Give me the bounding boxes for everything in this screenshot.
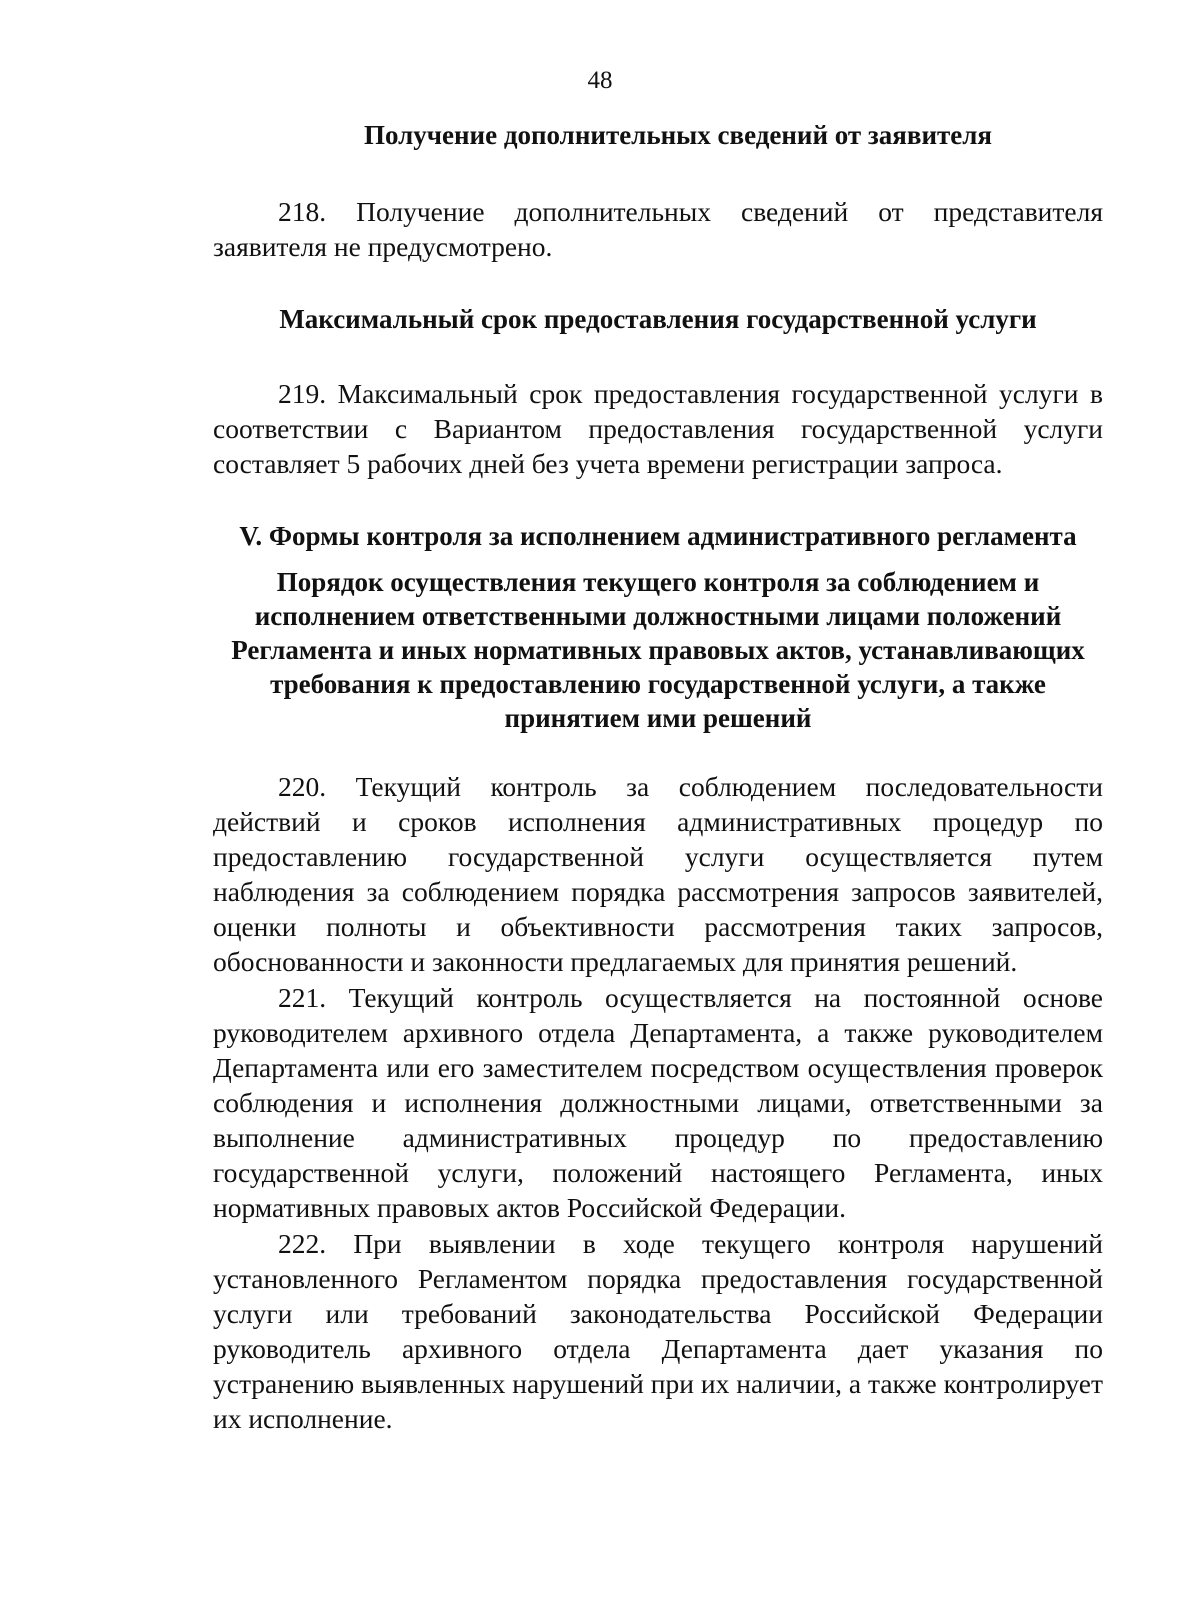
heading-section-v: V. Формы контроля за исполнением административного регламента: [239, 521, 1077, 551]
paragraph-218: 218. Получение дополнительных сведений от представителя заявителя не предусмотрено.: [213, 196, 1103, 262]
heading-max-term: Максимальный срок предоставления государственной услуги: [279, 304, 1037, 334]
heading-additional-info: Получение дополнительных сведений от заявителя: [363, 120, 993, 150]
paragraph-221: 221. Текущий контроль осуществляется на постоянной основе руководителем архивного отдела Департамента, а также руководителем Департамента или его заместителем посредством осуществления проверок соблюдения и исполнения должностными лицами, ответственными за выполнение административных процедур по предоставлению государственной услуги, положений настоящего Регламента, иных нормативных правовых актов Российской Федерации.: [213, 982, 1103, 1223]
heading-control-order: Порядок осуществления текущего контроля за соблюдением и исполнением ответственными должностными лицами положений Регламента и иных нормативных правовых актов, устанавливающих требования к предоставлению государственной услуги, а также принятием ими решений: [231, 567, 1085, 733]
page-content: [213, 118, 1103, 1436]
page-number: 48: [587, 67, 613, 94]
paragraph-220: 220. Текущий контроль за соблюдением последовательности действий и сроков исполнения административных процедур по предоставлению государственной услуги осуществляется путем наблюдения за соблюдением порядка рассмотрения запросов заявителей, оценки полноты и объективности рассмотрения таких запросов, обоснованности и законности предлагаемых для принятия решений.: [213, 771, 1103, 977]
paragraph-219: 219. Максимальный срок предоставления государственной услуги в соответствии с Вариантом предоставления государственной услуги составляет 5 рабочих дней без учета времени регистрации запроса.: [213, 378, 1103, 479]
paragraph-222: 222. При выявлении в ходе текущего контроля нарушений установленного Регламентом порядка предоставления государственной услуги или требований законодательства Российской Федерации руководитель архивного отдела Департамента дает указания по устранению выявленных нарушений при их наличии, а также контролирует их исполнение.: [213, 1228, 1103, 1434]
